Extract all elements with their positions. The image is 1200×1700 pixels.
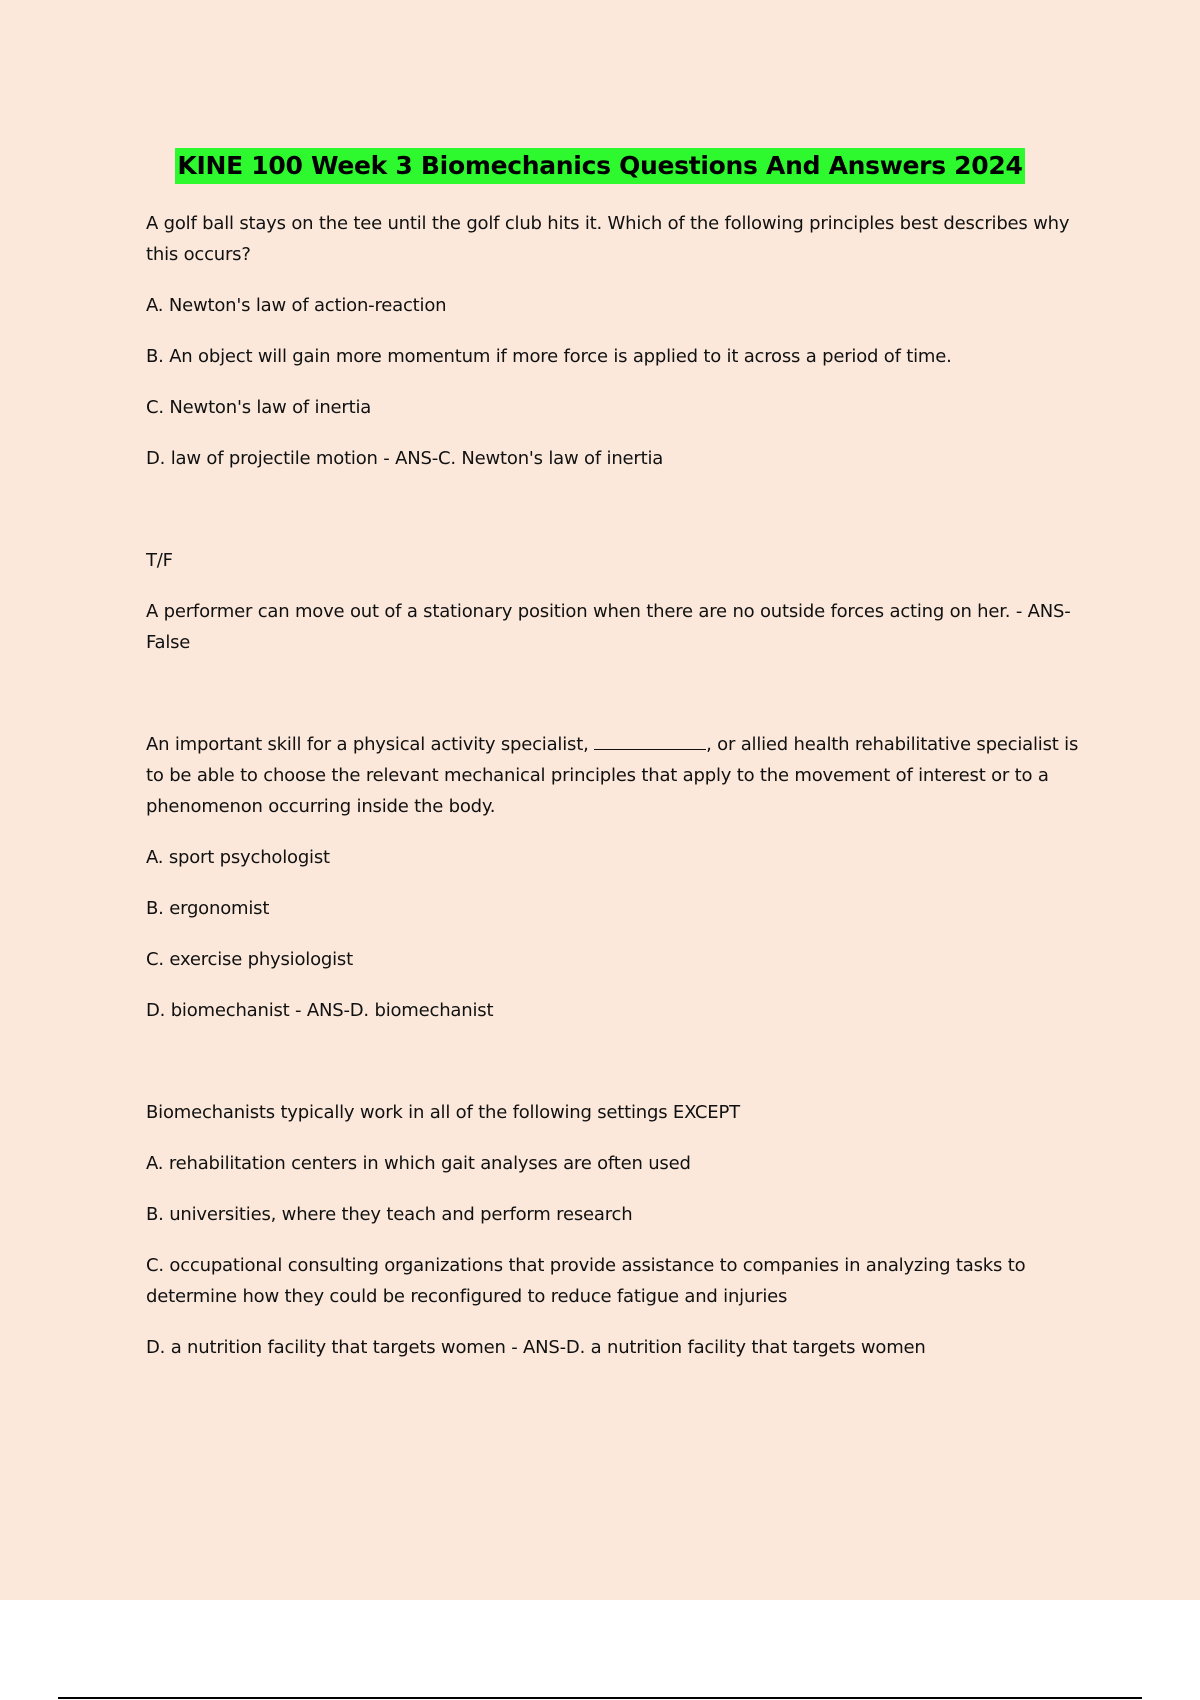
answer-option: B. universities, where they teach and perform research — [146, 1204, 633, 1225]
answer-option: A. rehabilitation centers in which gait analyses are often used — [146, 1153, 691, 1174]
answer-option: A. Newton's law of action-reaction — [146, 295, 447, 316]
title-container — [0, 148, 1200, 184]
spacer — [146, 1046, 1096, 1097]
question-text: A golf ball stays on the tee until the golf club hits it. Which of the following principles best describes why this occurs? — [146, 213, 1070, 265]
question-block-4 — [146, 1097, 1096, 1363]
question-block-2 — [146, 545, 1096, 658]
answer-option: B. ergonomist — [146, 898, 270, 919]
question-block-1 — [146, 208, 1096, 474]
fill-in-blank — [594, 729, 706, 750]
question-block-3 — [146, 729, 1096, 1026]
document-content — [146, 208, 1096, 1383]
document-title: KINE 100 Week 3 Biomechanics Questions And Answers 2024 — [175, 148, 1024, 184]
answer-option: B. An object will gain more momentum if more force is applied to it across a period of time. — [146, 346, 952, 367]
answer-option: D. a nutrition facility that targets women - ANS-D. a nutrition facility that targets women — [146, 1337, 926, 1358]
answer-option: C. occupational consulting organizations that provide assistance to companies in analyzing tasks to determine how they could be reconfigured to reduce fatigue and injuries — [146, 1255, 1026, 1307]
answer-option: C. exercise physiologist — [146, 949, 353, 970]
answer-option: D. biomechanist - ANS-D. biomechanist — [146, 1000, 494, 1021]
question-label: T/F — [146, 550, 173, 571]
footer-divider — [58, 1697, 1142, 1699]
question-text — [146, 729, 1096, 822]
spacer — [146, 494, 1096, 545]
question-text: Biomechanists typically work in all of the following settings EXCEPT — [146, 1102, 740, 1123]
answer-option: A. sport psychologist — [146, 847, 330, 868]
answer-option: D. law of projectile motion - ANS-C. Newton's law of inertia — [146, 448, 664, 469]
question-text-part: , or allied health rehabilitative specialist is to be able to choose the relevant mechanical principles that apply to the movement of interest or to a phenomenon occurring inside the body. — [146, 734, 1079, 817]
spacer — [146, 678, 1096, 729]
question-text-part: An important skill for a physical activity specialist, — [146, 734, 595, 755]
answer-option: C. Newton's law of inertia — [146, 397, 372, 418]
question-text: A performer can move out of a stationary position when there are no outside forces acting on her. - ANS-False — [146, 601, 1071, 653]
